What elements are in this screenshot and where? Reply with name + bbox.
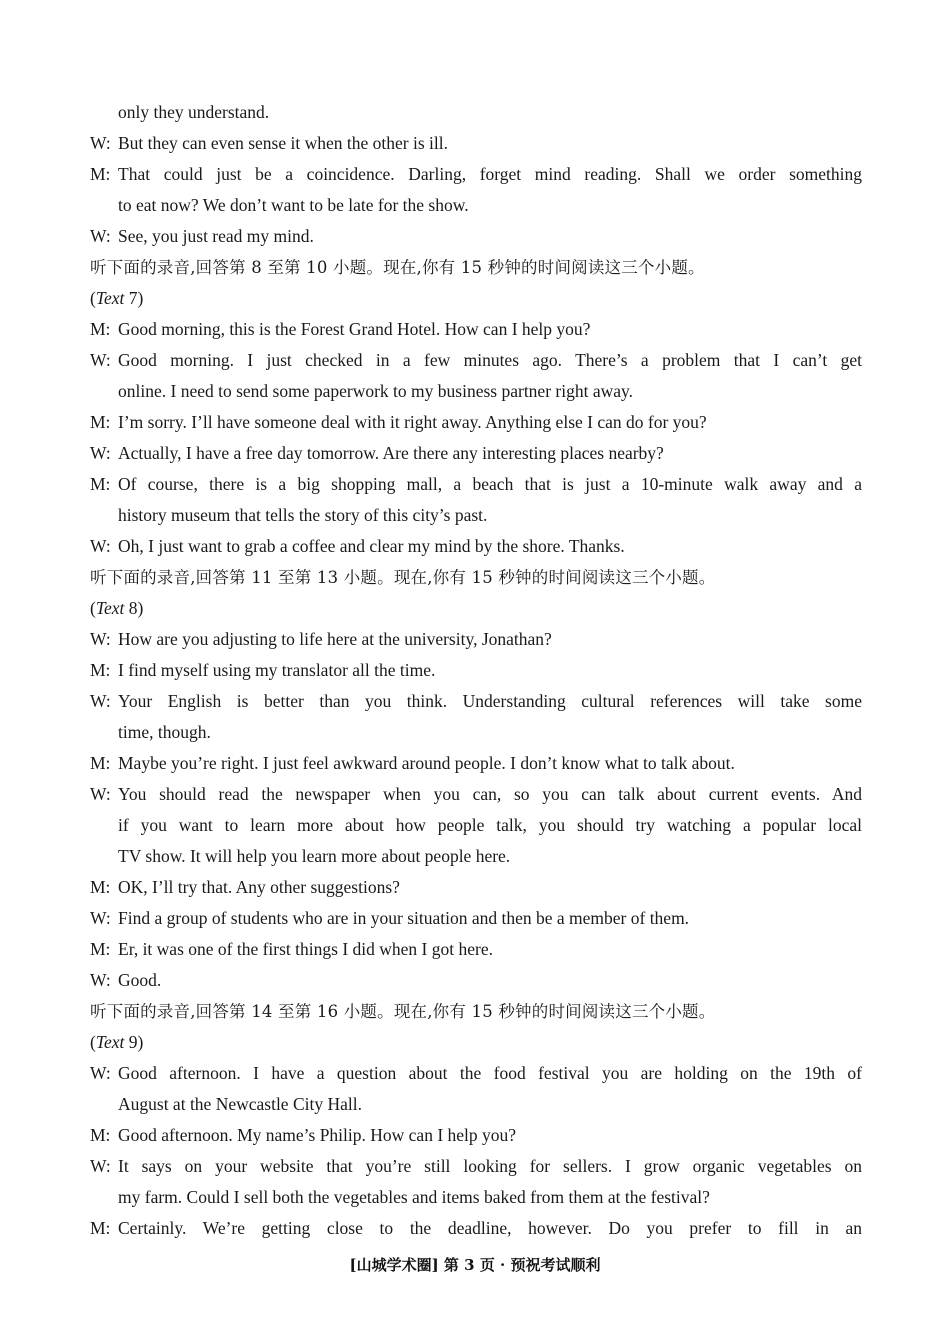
dialogue-text: Good morning. I just checked in a few minutes ago. There’s a problem that I can’t get <box>118 350 862 370</box>
speaker-label: W: <box>90 226 111 246</box>
dialogue-text: Of course, there is a big shopping mall, a beach that is just a 10-minute walk away and a <box>118 474 862 494</box>
speaker-label: W: <box>90 691 111 711</box>
page-footer: [山城学术圈] 第 3 页 · 预祝考试顺利 <box>349 1256 601 1274</box>
speaker-label: W: <box>90 970 111 990</box>
label-open-paren: ( <box>90 288 96 308</box>
dialogue-line <box>90 965 862 996</box>
dialogue-line <box>90 624 862 655</box>
dialogue-text: I’m sorry. I’ll have someone deal with it right away. Anything else I can do for you? <box>118 412 707 432</box>
label-close-paren: ) <box>137 598 144 618</box>
speaker-label: M: <box>90 660 111 680</box>
dialogue-continuation: my farm. Could I sell both the vegetables and items baked from them at the festival? <box>118 1187 710 1207</box>
dialogue-text: Certainly. We’re getting close to the deadline, however. Do you prefer to fill in an <box>118 1218 862 1238</box>
dialogue-line <box>90 686 862 717</box>
speaker-label: M: <box>90 939 111 959</box>
dialogue-line <box>90 345 862 376</box>
label-close-paren: ) <box>137 288 144 308</box>
dialogue-line <box>90 1058 862 1089</box>
text-section-label <box>90 283 862 314</box>
speaker-label: M: <box>90 412 111 432</box>
dialogue-text: Good afternoon. I have a question about the food festival you are holding on the 19th of <box>118 1063 862 1083</box>
speaker-label: M: <box>90 753 111 773</box>
dialogue-text: Good afternoon. My name’s Philip. How can I help you? <box>118 1125 517 1145</box>
dialogue-line <box>90 531 862 562</box>
speaker-label: M: <box>90 319 111 339</box>
label-number: 7 <box>124 288 138 308</box>
speaker-label: M: <box>90 877 111 897</box>
speaker-label: W: <box>90 133 111 153</box>
dialogue-continuation: August at the Newcastle City Hall. <box>118 1094 362 1114</box>
dialogue-continuation: only they understand. <box>118 102 270 122</box>
dialogue-line <box>90 407 862 438</box>
label-word: Text <box>95 1032 125 1052</box>
dialogue-text: Er, it was one of the first things I did when I got here. <box>118 939 493 959</box>
listening-instruction: 听下面的录音,回答第 14 至第 16 小题。现在,你有 15 秒钟的时间阅读这三个小题。 <box>90 1002 716 1021</box>
label-number: 9 <box>124 1032 138 1052</box>
dialogue-continuation: if you want to learn more about how people talk, you should try watching a popular local <box>118 815 862 835</box>
speaker-label: W: <box>90 908 111 928</box>
text-section-label <box>90 1027 862 1058</box>
dialogue-text: You should read the newspaper when you can, so you can talk about current events. And <box>118 784 862 804</box>
speaker-label: W: <box>90 1063 111 1083</box>
document-body <box>90 97 862 1244</box>
dialogue-text: See, you just read my mind. <box>118 226 314 246</box>
dialogue-text: Oh, I just want to grab a coffee and clear my mind by the shore. Thanks. <box>118 536 625 556</box>
dialogue-text: Good. <box>118 970 162 990</box>
speaker-label: M: <box>90 1218 111 1238</box>
speaker-label: W: <box>90 350 111 370</box>
speaker-label: M: <box>90 474 111 494</box>
dialogue-text: How are you adjusting to life here at the university, Jonathan? <box>118 629 552 649</box>
dialogue-text: Actually, I have a free day tomorrow. Are there any interesting places nearby? <box>118 443 664 463</box>
dialogue-line <box>90 1151 862 1182</box>
dialogue-continuation: history museum that tells the story of this city’s past. <box>118 505 488 525</box>
dialogue-text: OK, I’ll try that. Any other suggestions? <box>118 877 400 897</box>
dialogue-text: But they can even sense it when the other is ill. <box>118 133 448 153</box>
speaker-label: W: <box>90 1156 111 1176</box>
dialogue-continuation: to eat now? We don’t want to be late for the show. <box>118 195 469 215</box>
dialogue-line <box>90 903 862 934</box>
dialogue-line <box>90 314 862 345</box>
dialogue-text: Maybe you’re right. I just feel awkward around people. I don’t know what to talk about. <box>118 753 735 773</box>
speaker-label: W: <box>90 536 111 556</box>
dialogue-text: Your English is better than you think. Understanding cultural references will take some <box>118 691 862 711</box>
dialogue-line <box>90 221 862 252</box>
dialogue-continuation: time, though. <box>118 722 211 742</box>
dialogue-line <box>90 128 862 159</box>
dialogue-continuation: TV show. It will help you learn more about people here. <box>118 846 511 866</box>
speaker-label: M: <box>90 1125 111 1145</box>
dialogue-line <box>90 1120 862 1151</box>
dialogue-line <box>90 1213 862 1244</box>
dialogue-line <box>90 934 862 965</box>
dialogue-text: Good morning, this is the Forest Grand Hotel. How can I help you? <box>118 319 591 339</box>
label-word: Text <box>95 598 125 618</box>
listening-instruction: 听下面的录音,回答第 11 至第 13 小题。现在,你有 15 秒钟的时间阅读这三个小题。 <box>90 568 716 587</box>
dialogue-line <box>90 159 862 190</box>
dialogue-continuation: online. I need to send some paperwork to my business partner right away. <box>118 381 633 401</box>
speaker-label: W: <box>90 784 111 804</box>
listening-instruction: 听下面的录音,回答第 8 至第 10 小题。现在,你有 15 秒钟的时间阅读这三个小题。 <box>90 258 705 277</box>
text-section-label <box>90 593 862 624</box>
dialogue-text: I find myself using my translator all the time. <box>118 660 436 680</box>
speaker-label: M: <box>90 164 111 184</box>
dialogue-line <box>90 779 862 810</box>
dialogue-line <box>90 655 862 686</box>
dialogue-text: It says on your website that you’re still looking for sellers. I grow organic vegetables on <box>118 1156 862 1176</box>
dialogue-text: Find a group of students who are in your situation and then be a member of them. <box>118 908 690 928</box>
label-close-paren: ) <box>137 1032 144 1052</box>
speaker-label: W: <box>90 443 111 463</box>
dialogue-line <box>90 748 862 779</box>
speaker-label: W: <box>90 629 111 649</box>
dialogue-text: That could just be a coincidence. Darling, forget mind reading. Shall we order something <box>118 164 862 184</box>
dialogue-line <box>90 469 862 500</box>
dialogue-line <box>90 438 862 469</box>
dialogue-line <box>90 872 862 903</box>
label-open-paren: ( <box>90 1032 96 1052</box>
label-number: 8 <box>124 598 138 618</box>
label-word: Text <box>95 288 125 308</box>
label-open-paren: ( <box>90 598 96 618</box>
